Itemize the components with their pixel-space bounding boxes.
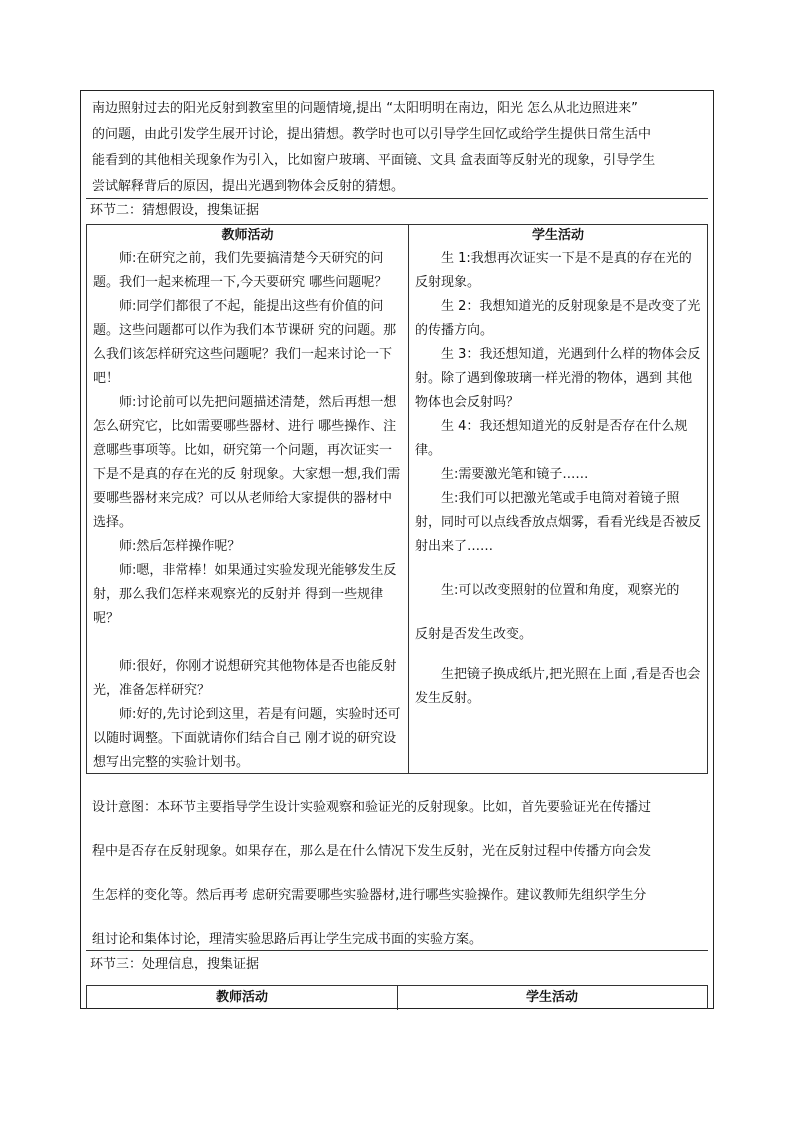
teacher-paragraph: 师:同学们都很了不起，能提出这些有价值的问题。这些问题都可以作为我们本节课研 究的问题。那么我们该怎样研究这些问题呢？我们一起来讨论一下吧！ (93, 299, 397, 386)
divider (86, 198, 708, 199)
teacher-paragraph: 师:然后怎样操作呢？ (119, 539, 241, 554)
stage3-title: 环节三：处理信息，搜集证据 (90, 957, 260, 972)
student-paragraph: 生:可以改变照射的位置和角度，观察光的 (441, 583, 680, 598)
divider (86, 950, 708, 951)
student-paragraph: 生 3：我还想知道，光遇到什么样的物体会反射。除了遇到像玻璃一样光滑的物体，遇到 其他物体也会反射吗？ (415, 347, 701, 410)
teacher-paragraph: 师:在研究之前，我们先要搞清楚今天研究的问题。我们一起来梳理一下,今天要研究 哪些问题呢？ (93, 251, 388, 290)
student-paragraph: 生:我们可以把激光笔或手电筒对着镜子照射，同时可以点线香放点烟雾，看看光线是否被反射出来了…… (415, 491, 702, 554)
teacher-column (87, 225, 409, 773)
teacher-paragraph: 师:好的,先讨论到这里，若是有问题，实验时还可以随时调整。下面就请你们结合自己 刚才说的研究设想写出完整的实验计划书。 (93, 707, 401, 770)
student-paragraph: 生:需要激光笔和镜子…… (441, 467, 589, 482)
activity-table-header (86, 985, 708, 1009)
intro-line: 的问题，由此引发学生展开讨论，提出猜想。教学时也可以引导学生回忆或给学生提供日常生活中 (92, 127, 652, 142)
stage2-title: 环节二：猜想假设，搜集证据 (90, 203, 260, 218)
activity-table (86, 224, 708, 774)
intro-text (86, 96, 708, 200)
intro-line: 尝试解释背后的原因，提出光遇到物体会反射的猜想。 (92, 179, 405, 194)
student-header: 学生活动 (525, 990, 578, 1005)
student-paragraph: 生 2：我想知道光的反射现象是不是改变了光的传播方向。 (415, 299, 701, 338)
teacher-paragraph: 师:嗯，非常棒！如果通过实验发现光能够发生反射，那么我们怎样来观察光的反射并 得到一些规律呢？ (93, 563, 397, 626)
design-line: 组讨论和集体讨论，理清实验思路后再让学生完成书面的实验方案。 (92, 932, 483, 947)
design-intent (86, 786, 708, 962)
intro-line: 能看到的其他相关现象作为引入，比如窗户玻璃、平面镜、文具 盒表面等反射光的现象，引导学生 (92, 153, 656, 168)
teacher-paragraph: 师:讨论前可以先把问题描述清楚，然后再想一想怎么研究它，比如需要哪些器材、进行 哪些操作、注意哪些事项等。比如，研究第一个问题，再次证实一下是不是真的存在光的反 射现象。大家想一想,我们需要哪些器材来完成？可以从老师给大家提供的器材中选择。 (93, 395, 401, 530)
student-paragraph: 生把镜子换成纸片,把光照在上面 ,看是否也会发生反射。 (415, 667, 701, 706)
design-line: 设计意图：本环节主要指导学生设计实验观察和验证光的反射现象。比如，首先要验证光在传播过 (92, 800, 652, 815)
student-column (409, 225, 707, 773)
student-paragraph: 生 1:我想再次证实一下是不是真的存在光的反射现象。 (415, 251, 692, 290)
design-line: 程中是否存在反射现象。如果存在，那么是在什么情况下发生反射，光在反射过程中传播方向会发 (92, 844, 652, 859)
teacher-paragraph: 师:很好，你刚才说想研究其他物体是否也能反射光，准备怎样研究？ (93, 659, 397, 698)
design-line: 生怎样的变化等。然后再考 虑研究需要哪些实验器材,进行哪些实验操作。建议教师先组织学生分 (92, 888, 647, 903)
teacher-header: 教师活动 (87, 986, 398, 1010)
teacher-header: 教师活动 (221, 228, 274, 243)
student-paragraph: 生 4：我还想知道光的反射是否存在什么规律。 (415, 419, 688, 458)
intro-line: 南边照射过去的阳光反射到教室里的问题情境,提出 “太阳明明在南边，阳光 怎么从北边照进来” (92, 101, 638, 116)
student-paragraph: 反射是否发生改变。 (415, 627, 533, 642)
student-header: 学生活动 (531, 228, 584, 243)
